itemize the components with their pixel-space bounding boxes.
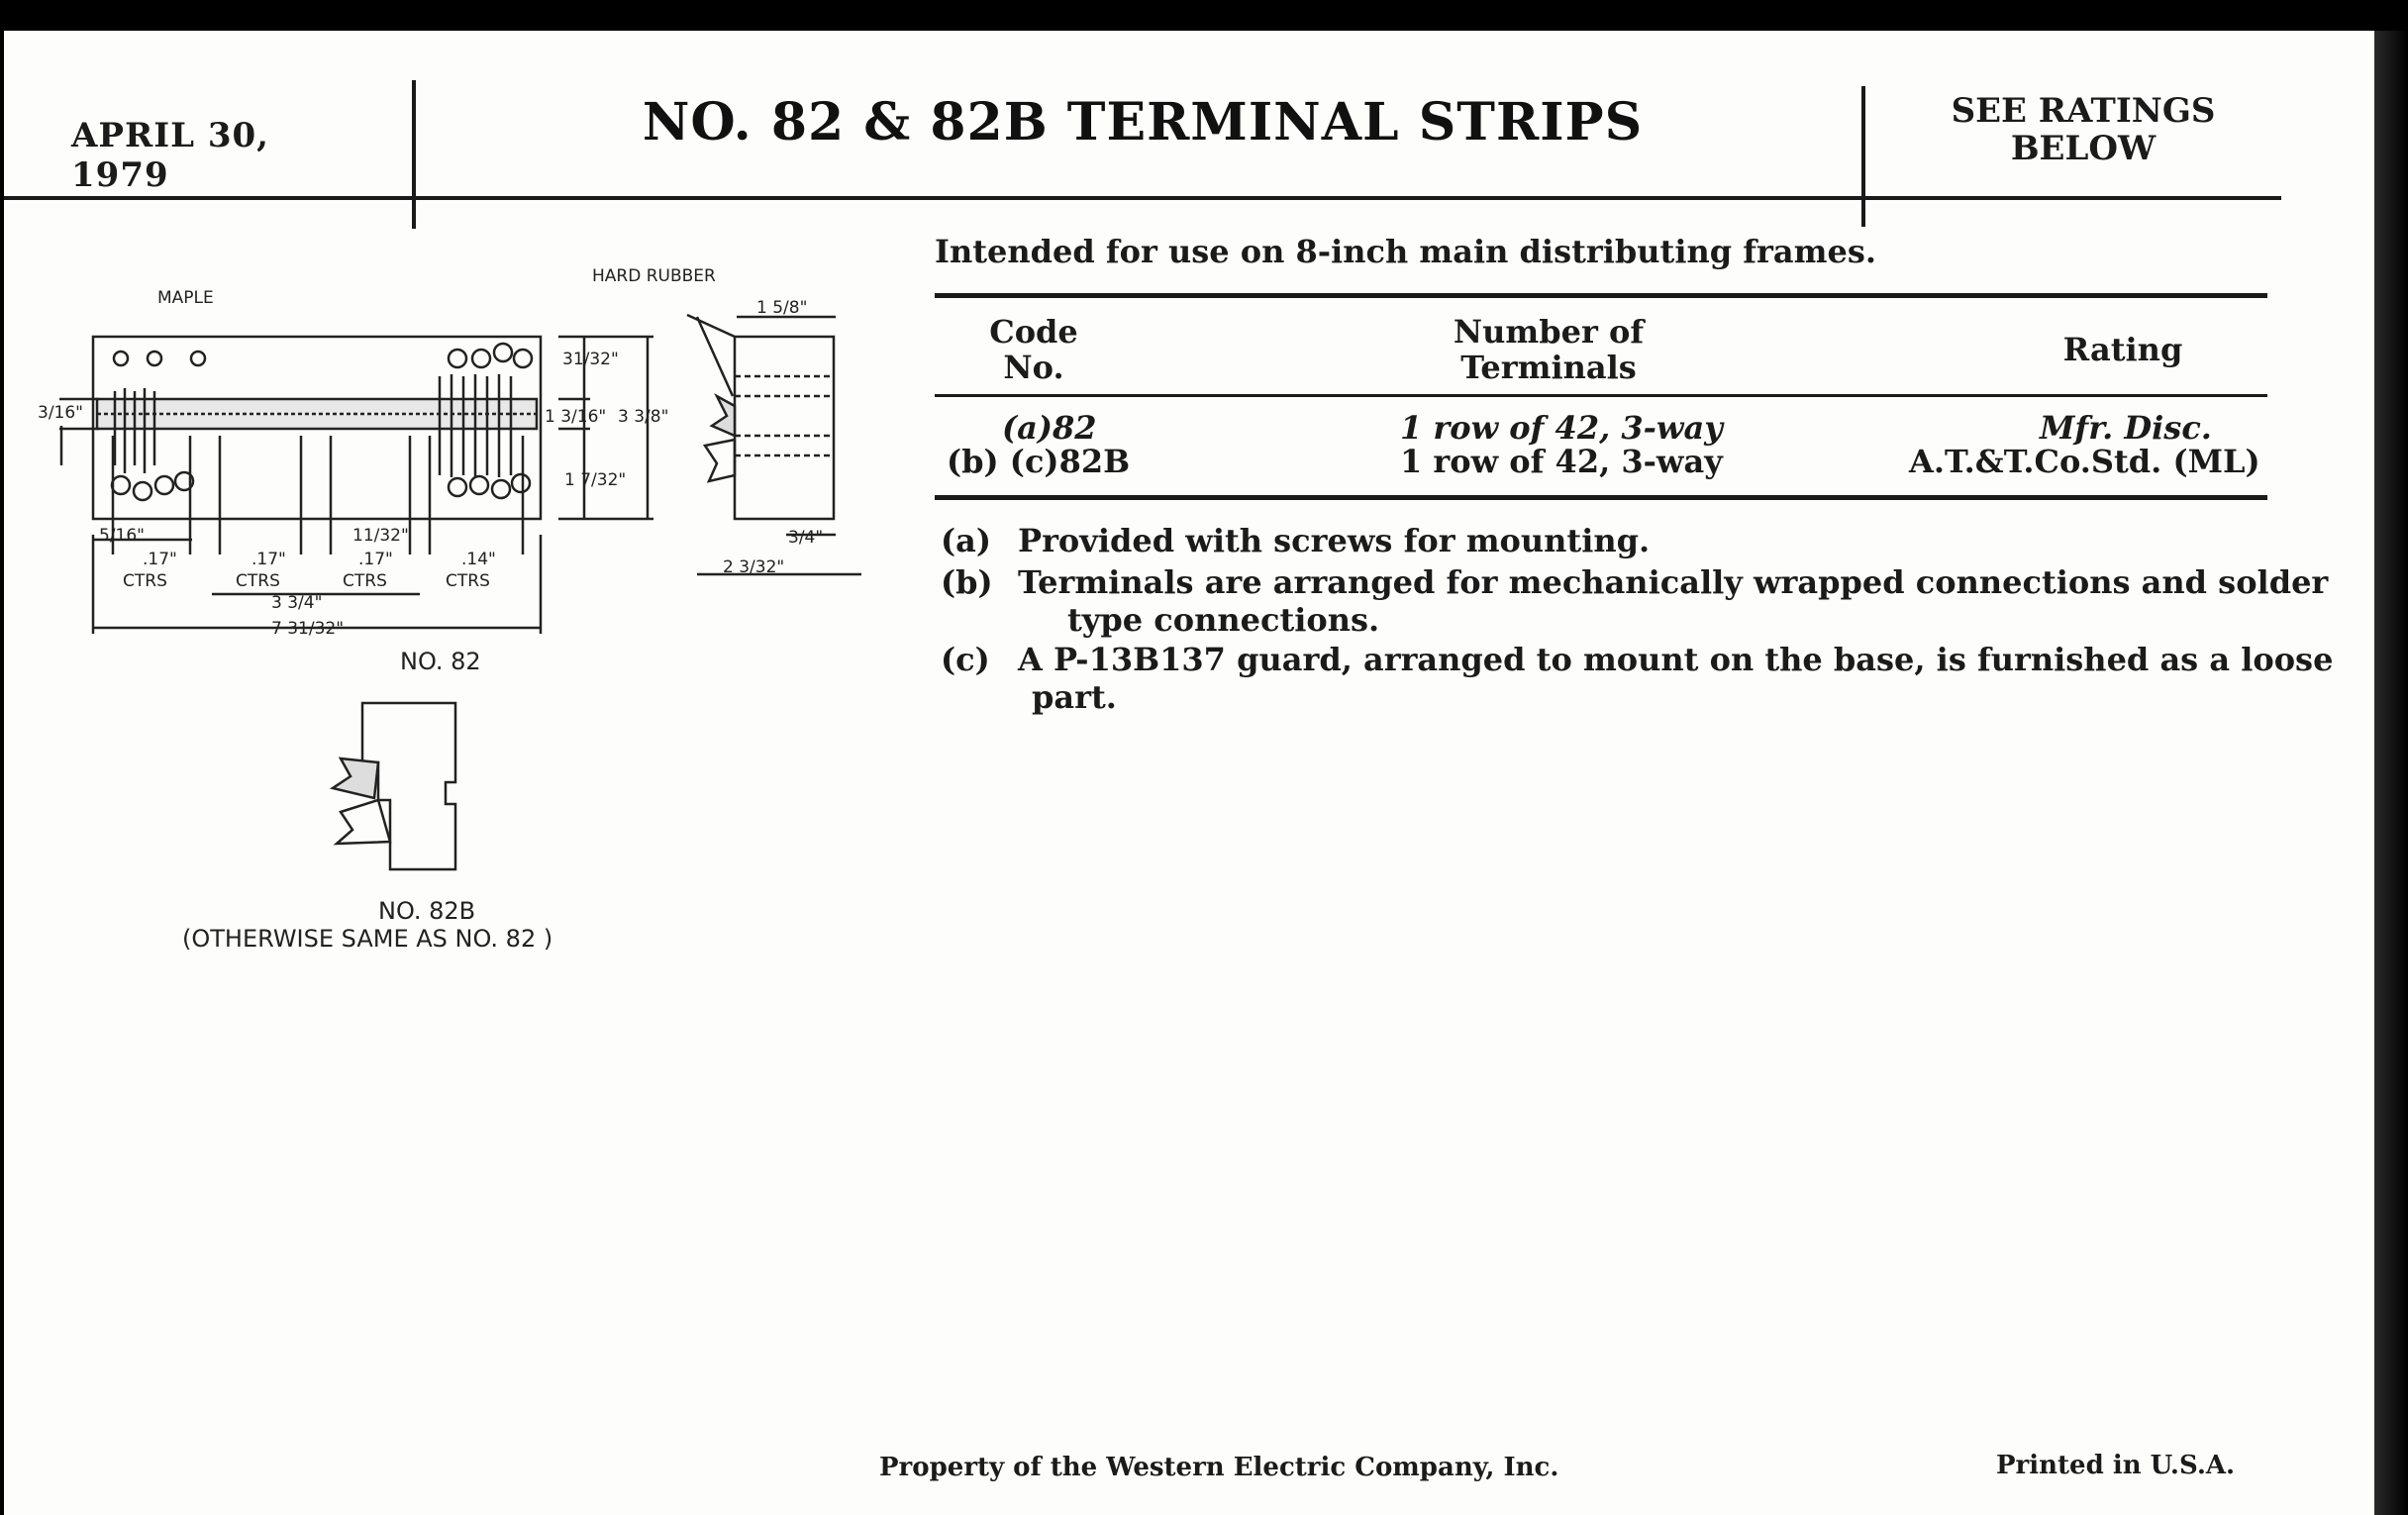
dim-7-31-32: 7 31/32" — [271, 619, 345, 639]
dim-31-32: 31/32" — [562, 350, 619, 369]
dim-1-7-32: 1 7/32" — [564, 470, 627, 490]
dim-3-4-side: 3/4" — [788, 528, 824, 548]
label-no-82b: NO. 82B — [378, 897, 476, 925]
dim-11-32: 11/32" — [352, 526, 409, 546]
header-divider-left — [412, 80, 416, 229]
table-header-rule — [935, 394, 2267, 397]
row2-rating: A.T.&T.Co.Std. (ML) — [1909, 443, 2260, 480]
ctrs-c: CTRS — [343, 571, 387, 591]
note-b: (b) Terminals are arranged for mechanically wrapped connections and solder type connections. — [941, 563, 2329, 639]
footer-printed: Printed in U.S.A. — [1996, 1451, 2236, 1480]
dim-2-3-32: 2 3/32" — [723, 557, 785, 577]
footer-property: Property of the Western Electric Company, Inc. — [879, 1453, 1559, 1482]
row1-rating: Mfr. Disc. — [2040, 409, 2212, 447]
page-edge-shadow — [2374, 31, 2408, 1515]
dim-5-16: 5/16" — [99, 526, 145, 546]
ctrs-a: CTRS — [123, 571, 167, 591]
row2-code: (b) (c)82B — [947, 443, 1131, 480]
label-hard-rubber: HARD RUBBER — [592, 266, 716, 286]
table-top-rule — [935, 293, 2267, 298]
label-maple: MAPLE — [157, 288, 214, 308]
ctr-17-c: .17" — [358, 550, 393, 569]
issue-date: APRIL 30, 1979 — [71, 116, 270, 195]
dim-3-16: 3/16" — [38, 403, 83, 423]
ctrs-d: CTRS — [446, 571, 490, 591]
label-no-82b-note: (OTHERWISE SAME AS NO. 82 ) — [182, 925, 553, 953]
terminal-strip-drawing — [4, 228, 824, 980]
note-c: (c) A P-13B137 guard, arranged to mount on the base, is furnished as a loose part. — [941, 641, 2334, 716]
note-a: (a) Provided with screws for mounting. — [941, 522, 1651, 559]
dim-3-3-4: 3 3/4" — [271, 593, 323, 613]
col-header-code: Code No. — [989, 313, 1078, 386]
header-rule — [4, 196, 2281, 200]
col-header-terminals: Number of Terminals — [1453, 313, 1645, 386]
row2-terminals: 1 row of 42, 3-way — [1400, 443, 1723, 480]
dim-1-5-8: 1 5/8" — [756, 298, 808, 318]
dim-1-3-16: 1 3/16" — [545, 407, 607, 427]
ctr-17-a: .17" — [143, 550, 177, 569]
ctr-14: .14" — [461, 550, 496, 569]
col-header-rating: Rating — [2062, 331, 2183, 368]
ctrs-b: CTRS — [236, 571, 280, 591]
intro-text: Intended for use on 8-inch main distributing frames. — [935, 233, 1876, 270]
table-bottom-rule — [935, 495, 2267, 500]
dim-3-3-8: 3 3/8" — [618, 407, 669, 427]
label-no-82: NO. 82 — [400, 648, 481, 675]
row1-code: (a)82 — [1002, 409, 1097, 447]
ratings-note: SEE RATINGS BELOW — [1951, 91, 2216, 168]
row1-terminals: 1 row of 42, 3-way — [1400, 409, 1723, 447]
document-card — [4, 31, 2374, 1515]
page-title: NO. 82 & 82B TERMINAL STRIPS — [642, 92, 1644, 152]
ctr-17-b: .17" — [251, 550, 286, 569]
